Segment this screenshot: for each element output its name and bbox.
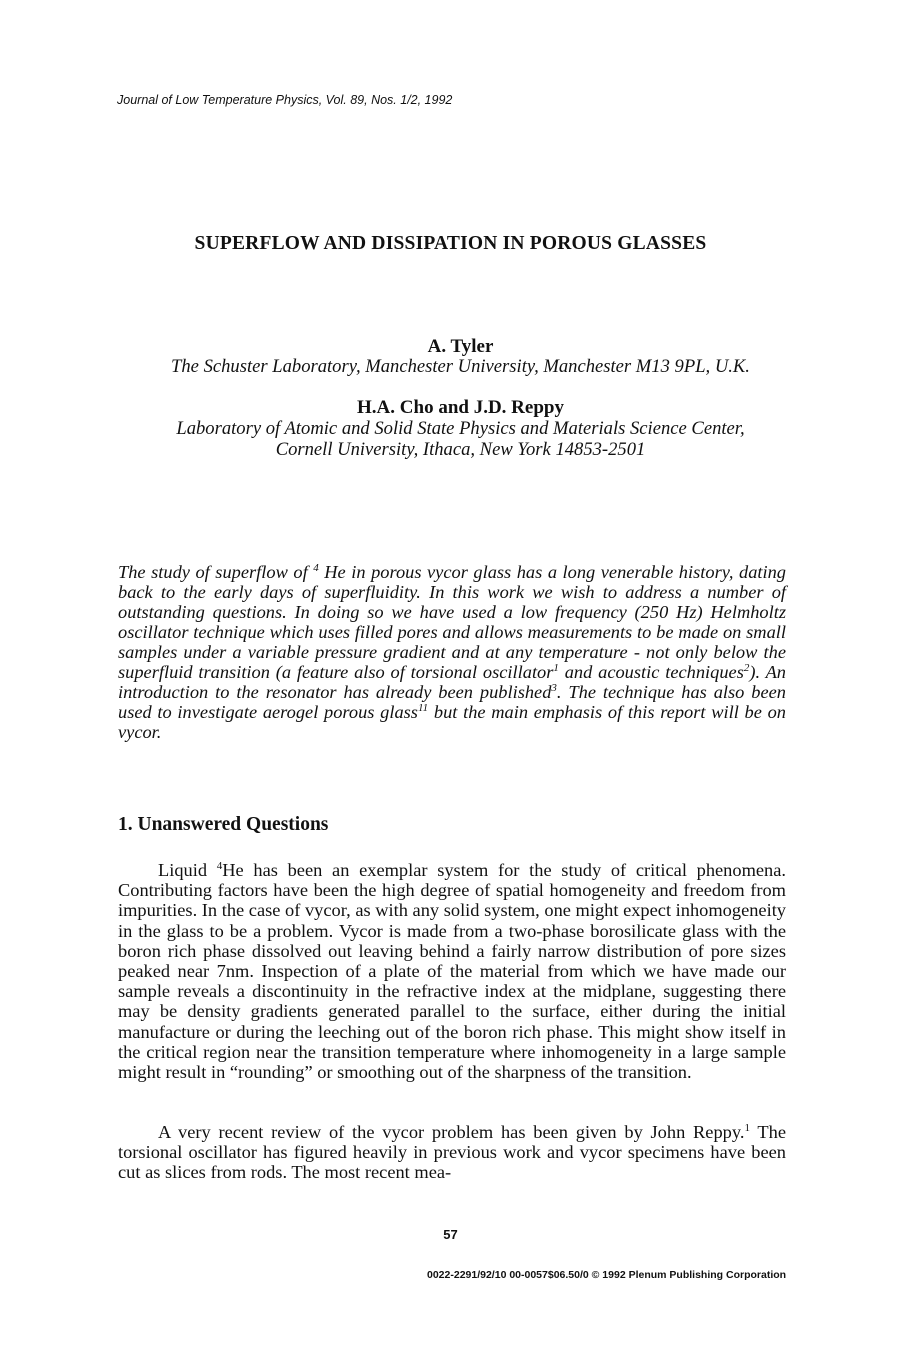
abstract-text-1: The study of superflow of	[118, 562, 314, 582]
page-number: 57	[443, 1227, 458, 1242]
paragraph2-text-a: A very recent review of the vycor problem has been given by John Reppy.	[158, 1122, 745, 1142]
body-paragraph-1	[118, 860, 786, 1082]
abstract	[118, 562, 786, 742]
abstract-text-6: but the main emphasis of this report will be on vycor.	[118, 702, 786, 742]
paragraph1-text-a: Liquid	[158, 860, 217, 880]
abstract-sup-1: 4	[313, 561, 319, 574]
abstract-text-2: He in porous vycor glass has a long venerable history, dating back to the early days of superfluidity. In this work we wish to address a number of outstanding questions. In doing so we have used a low frequency (250 Hz) Helmholtz oscillator technique which uses filled pores and allows measurements to be made on small samples under a variable pressure gradient and at any temperature - not only below the superfluid transition (a feature also of torsional oscillator	[118, 562, 787, 682]
copyright-line: 0022-2291/92/10 00-0057$06.50/0 © 1992 Plenum Publishing Corporation	[427, 1269, 787, 1281]
abstract-text-3: and acoustic techniques	[558, 662, 744, 682]
abstract-sup-2: 1	[553, 661, 559, 674]
abstract-sup-3: 2	[743, 661, 750, 674]
paragraph1-sup: 4	[216, 859, 223, 872]
author-tyler: A. Tyler	[427, 336, 494, 357]
abstract-text-4: ). An introduction to the resonator has already been published	[118, 662, 787, 702]
author-cho-reppy: H.A. Cho and J.D. Reppy	[357, 397, 564, 418]
body-paragraph-2	[118, 1122, 786, 1183]
affiliation-cornell-line1: Laboratory of Atomic and Solid State Physics and Materials Science Center,	[176, 418, 745, 439]
paragraph2-text-b: The torsional oscillator has figured heavily in previous work and vycor specimens have been cut as slices from rods. The most recent mea-	[118, 1122, 786, 1183]
abstract-sup-4: 3	[551, 681, 557, 694]
abstract-text-5: . The technique has also been used to investigate aerogel porous glass	[118, 682, 786, 722]
affiliation-cornell-line2: Cornell University, Ithaca, New York 14853-2501	[275, 439, 646, 460]
paper-title: SUPERFLOW AND DISSIPATION IN POROUS GLASSES	[194, 233, 707, 254]
abstract-sup-5: 11	[417, 701, 429, 714]
paragraph1-text-b: He has been an exemplar system for the study of critical phenomena. Contributing factors have been the high degree of spatial homogeneity and freedom from impurities. In the case of vycor, as with any solid system, one might expect inhomogeneity in the glass to be a problem. Vycor is made from a two-phase borosilicate glass with the boron rich phase dissolved out leaving behind a fairly narrow distribution of pore sizes peaked near 7nm. Inspection of a plate of the material from which we have made our sample reveals a discontinuity in the refractive index at the midplane, suggesting there may be density gradients generated parallel to the surface, either during the initial manufacture or during the leeching out of the boron rich phase. This might show itself in the critical region near the transition temperature where inhomogeneity in a large sample might result in “rounding” or smoothing out of the sharpness of the transition.	[118, 860, 786, 1083]
affiliation-manchester: The Schuster Laboratory, Manchester University, Manchester M13 9PL, U.K.	[171, 356, 750, 377]
journal-citation: Journal of Low Temperature Physics, Vol. 89, Nos. 1/2, 1992	[117, 93, 453, 107]
section-heading-unanswered-questions: 1. Unanswered Questions	[118, 814, 329, 835]
paragraph2-sup: 1	[744, 1121, 750, 1134]
